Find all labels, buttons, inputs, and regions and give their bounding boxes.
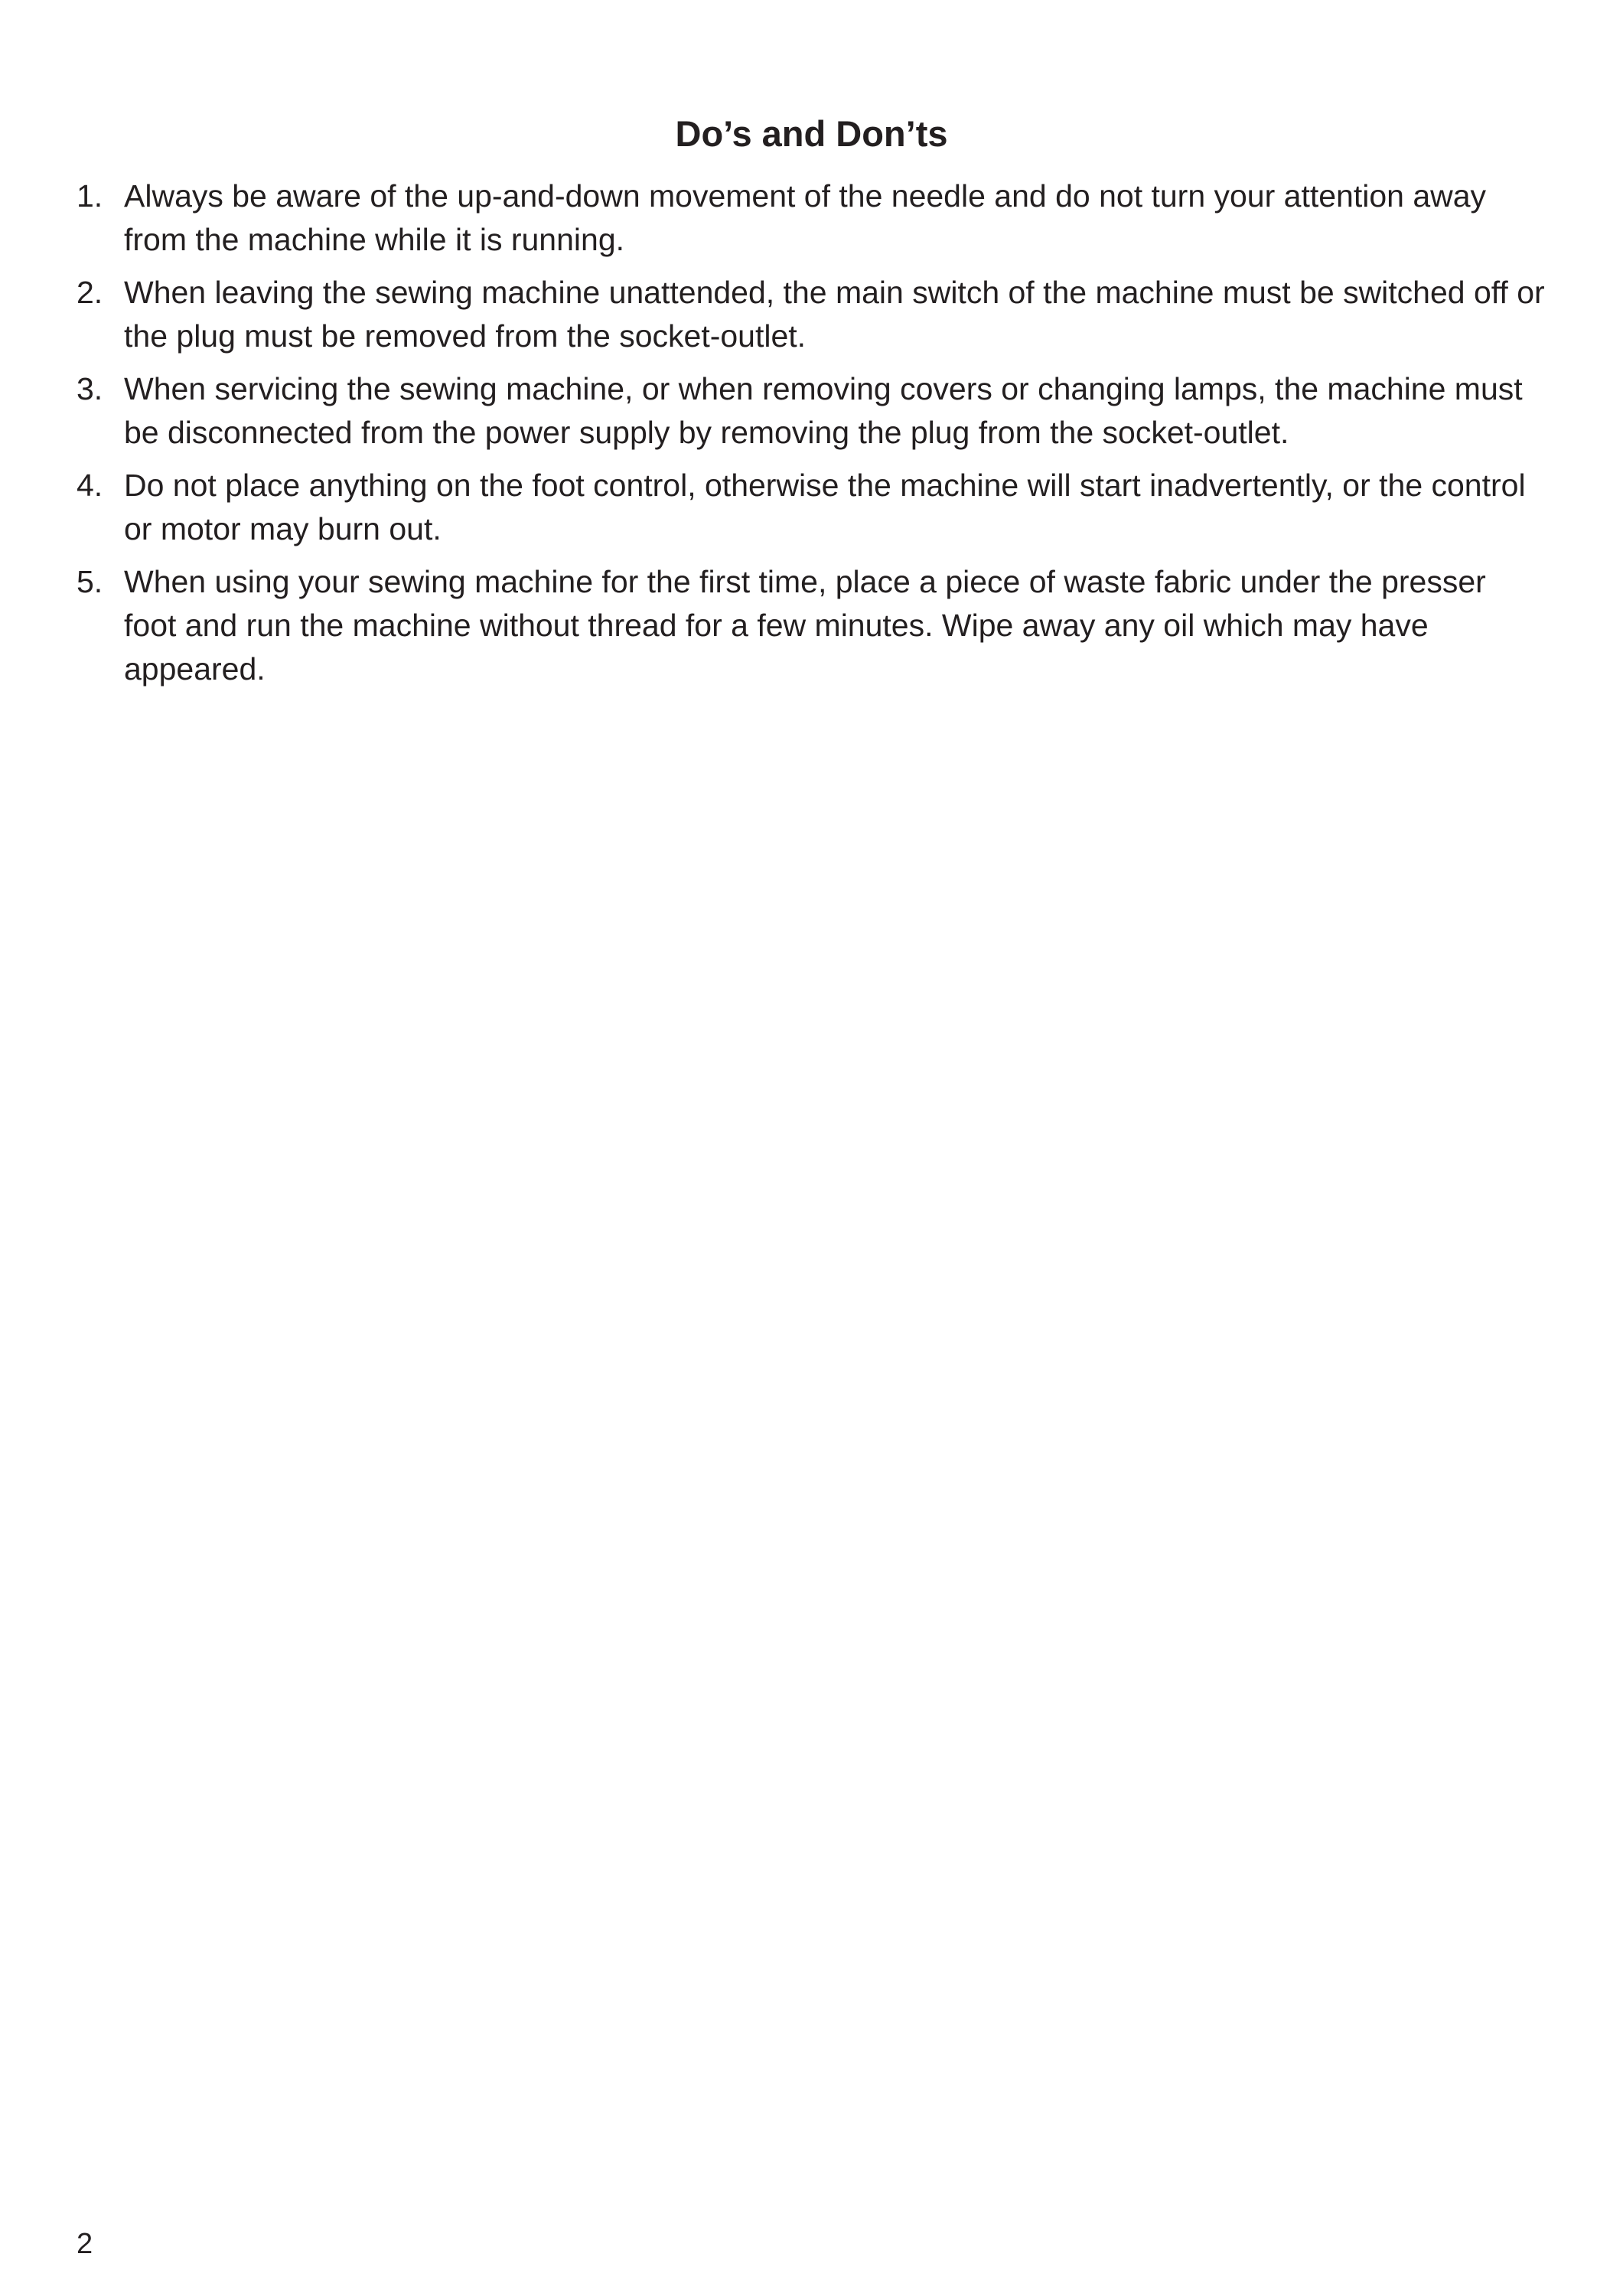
list-item-number: 1.: [77, 178, 103, 214]
list-item: [77, 367, 1546, 455]
list-item: [77, 464, 1546, 551]
list-item-text: Do not place anything on the foot control, otherwise the machine will start inadvertently, or the control or motor may burn out.: [124, 468, 1526, 546]
page-title: Do’s and Don’ts: [675, 113, 948, 154]
page-number: 2: [77, 2228, 93, 2260]
list-item: [77, 174, 1546, 262]
list-item-number: 5.: [77, 564, 103, 599]
list-item: [77, 560, 1546, 691]
list-item-text: Always be aware of the up-and-down movement of the needle and do not turn your attention away from the machine while it is running.: [124, 178, 1487, 257]
list-item-text: When leaving the sewing machine unattended, the main switch of the machine must be switched off or the plug must be removed from the socket-outlet.: [124, 275, 1545, 354]
list-item: [77, 271, 1546, 358]
list-item-number: 3.: [77, 371, 103, 406]
list-item-text: When using your sewing machine for the first time, place a piece of waste fabric under the presser foot and run the machine without thread for a few minutes. Wipe away any oil which may have appeared.: [124, 564, 1486, 687]
list-item-number: 2.: [77, 275, 103, 310]
dos-and-donts-list: [77, 174, 1546, 700]
list-item-text: When servicing the sewing machine, or when removing covers or changing lamps, the machine must be disconnected from the power supply by removing the plug from the socket-outlet.: [124, 371, 1523, 450]
list-item-number: 4.: [77, 468, 103, 503]
